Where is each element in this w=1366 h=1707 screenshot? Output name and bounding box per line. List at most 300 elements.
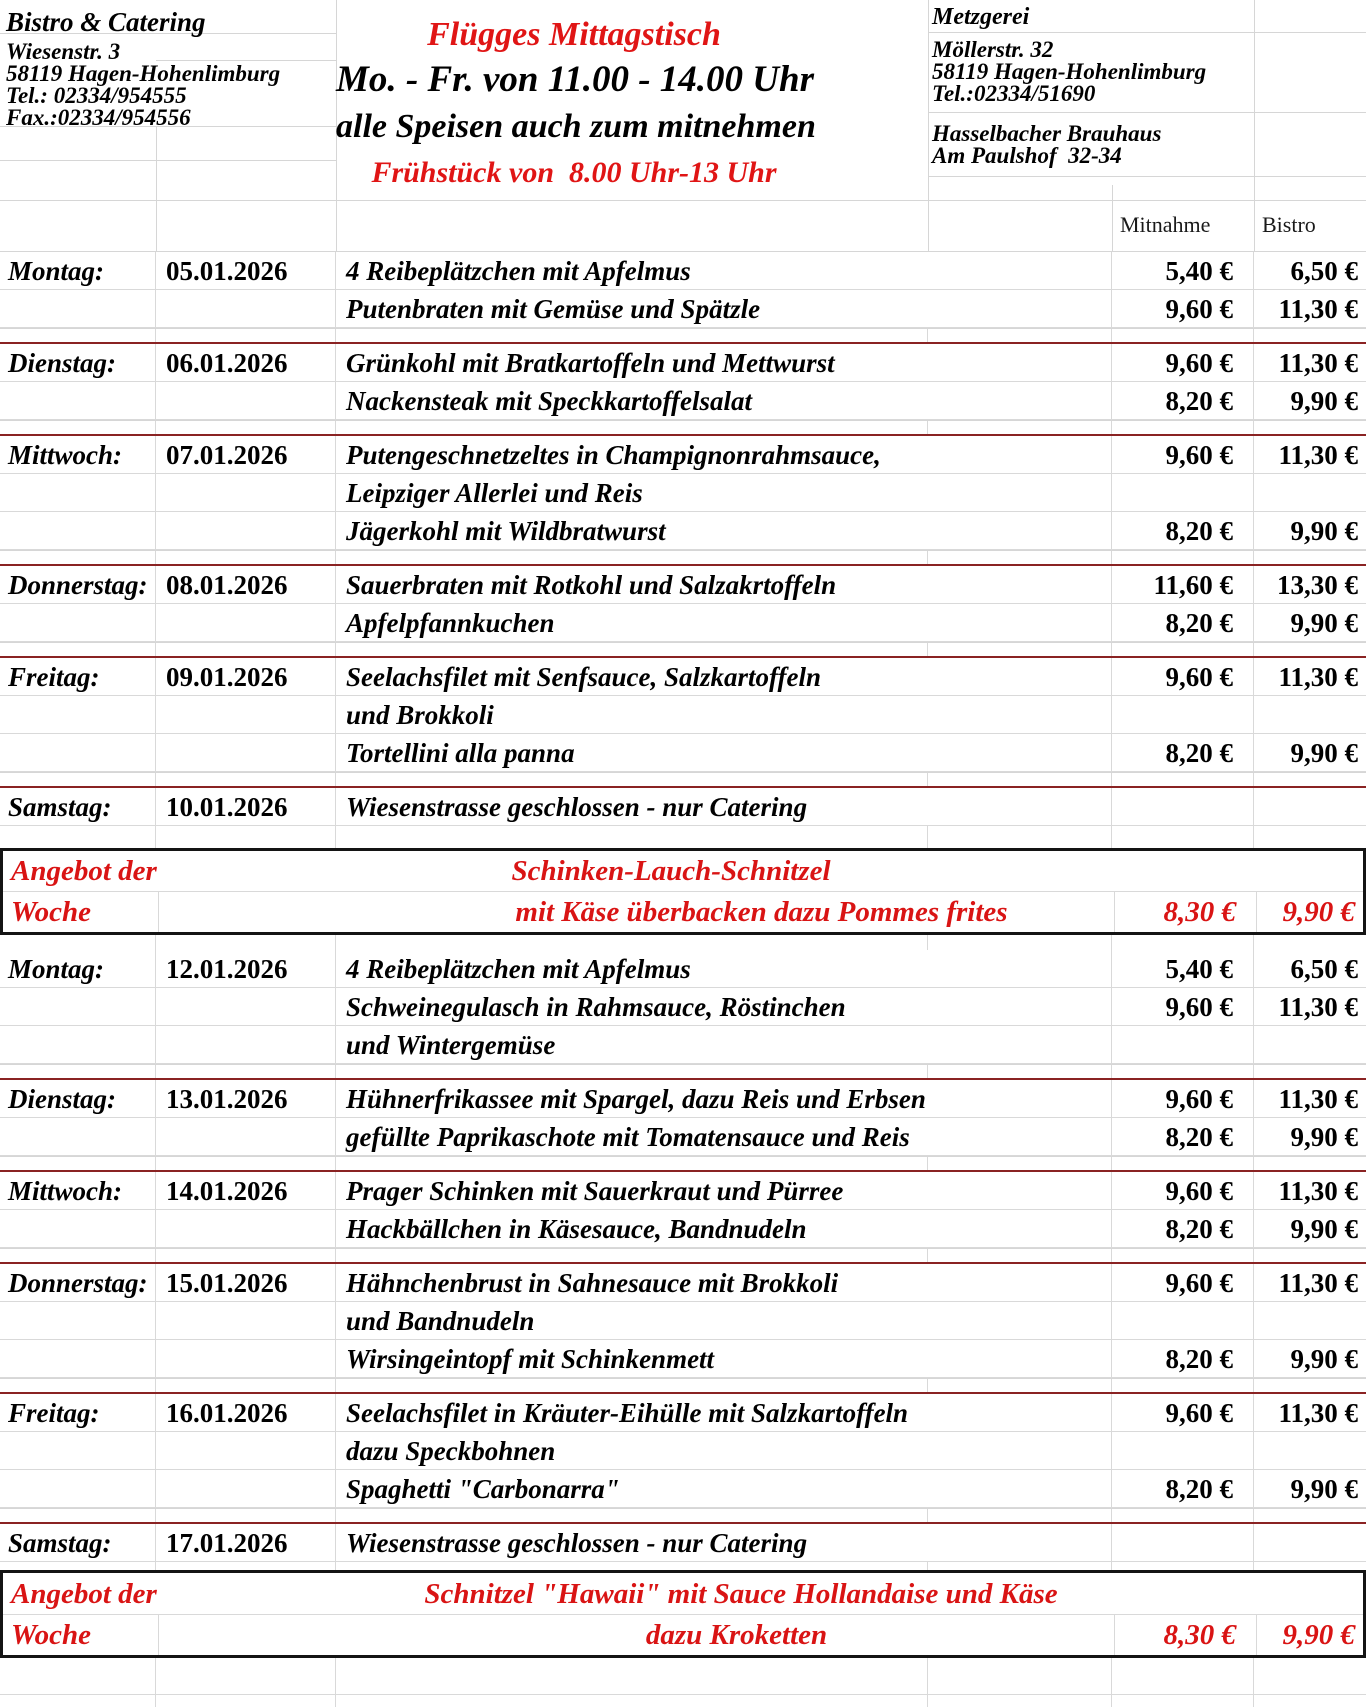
- empty-cell: [1254, 1509, 1366, 1522]
- date-cell: 16.01.2026: [156, 1394, 336, 1431]
- dish-cell: Putengeschnetzeltes in Champignonrahmsauce,: [336, 436, 1112, 473]
- empty-cell: [0, 421, 156, 434]
- menu-row: [0, 1026, 1366, 1064]
- price-mitnahme-cell: [1112, 1026, 1254, 1063]
- empty-cell: [336, 1065, 928, 1078]
- date-cell: 08.01.2026: [156, 566, 336, 603]
- day-cell: [0, 1026, 156, 1063]
- empty-cell: [1254, 826, 1366, 848]
- empty-cell: [156, 551, 336, 564]
- spacer-row: [0, 935, 1366, 950]
- price-mitnahme-cell: 9,60 €: [1112, 344, 1254, 381]
- dish-cell: Wirsingeintopf mit Schinkenmett: [336, 1340, 1112, 1377]
- date-cell: [156, 290, 336, 327]
- gridline-vertical: [1112, 185, 1113, 252]
- price-mitnahme-cell: 8,20 €: [1112, 604, 1254, 641]
- menu-row: [0, 788, 1366, 826]
- day-cell: Mittwoch:: [0, 436, 156, 473]
- offer-row: [3, 1615, 1363, 1656]
- date-cell: 06.01.2026: [156, 344, 336, 381]
- price-bistro-cell: 9,90 €: [1290, 738, 1358, 768]
- offer-price-mitnahme-cell: 8,30 €: [1115, 1615, 1257, 1656]
- empty-cell: [928, 551, 1112, 564]
- empty-cell: [0, 1065, 156, 1078]
- menu-row: [0, 1302, 1366, 1340]
- price-mitnahme-cell: 9,60 €: [1112, 988, 1254, 1025]
- offer-label-line2: Woche: [3, 892, 159, 932]
- date-cell: [156, 512, 336, 549]
- menu-row: [0, 436, 1366, 474]
- price-mitnahme-cell: 9,60 €: [1112, 1394, 1254, 1431]
- dish-cell: und Bandnudeln: [336, 1302, 1112, 1339]
- empty-cell: [1254, 643, 1366, 656]
- price-bistro-cell: [1254, 1524, 1366, 1561]
- day-cell: [0, 1210, 156, 1247]
- day-cell: [0, 1118, 156, 1155]
- menu-row: [0, 1432, 1366, 1470]
- empty-cell: [336, 421, 928, 434]
- empty-cell: [1112, 773, 1254, 786]
- empty-cell: [156, 1249, 336, 1262]
- offer-dish-line1: [159, 1573, 1363, 1614]
- empty-cell: [928, 826, 1112, 848]
- dish-cell: Nackensteak mit Speckkartoffelsalat: [336, 382, 1112, 419]
- gridline-vertical: [928, 0, 929, 252]
- empty-cell: [1112, 1065, 1254, 1078]
- date-cell: [156, 604, 336, 641]
- day-cell: [0, 604, 156, 641]
- empty-cell: [336, 1658, 928, 1694]
- gridline-vertical: [1254, 0, 1255, 252]
- empty-cell: [156, 643, 336, 656]
- empty-cell: [1112, 1562, 1254, 1570]
- empty-cell: [1254, 1065, 1366, 1078]
- empty-cell: [336, 1509, 928, 1522]
- empty-cell: [1254, 329, 1366, 342]
- day-cell: [0, 474, 156, 511]
- price-bistro-cell: 11,30 €: [1278, 348, 1358, 378]
- menu-row: [0, 344, 1366, 382]
- empty-cell: [928, 1695, 1112, 1707]
- dish-cell: Putenbraten mit Gemüse und Spätzle: [336, 290, 1112, 327]
- bistro-city: 58119 Hagen-Hohenlimburg: [6, 61, 281, 86]
- empty-cell: [0, 826, 156, 848]
- day-cell: [0, 290, 156, 327]
- day-cell: [0, 512, 156, 549]
- empty-cell: [336, 329, 928, 342]
- price-bistro-cell: 9,90 €: [1290, 516, 1358, 546]
- empty-cell: [1112, 1509, 1254, 1522]
- empty-cell: [1254, 1658, 1366, 1694]
- empty-cell: [928, 1562, 1112, 1570]
- dish-cell: 4 Reibeplätzchen mit Apfelmus: [336, 950, 1112, 987]
- empty-cell: [336, 773, 928, 786]
- dish-cell: Grünkohl mit Bratkartoffeln und Mettwurst: [336, 344, 1112, 381]
- column-header-bistro: Bistro: [1262, 212, 1316, 237]
- price-mitnahme-cell: 9,60 €: [1112, 658, 1254, 695]
- price-mitnahme-cell: 5,40 €: [1112, 950, 1254, 987]
- price-mitnahme-cell: 8,20 €: [1112, 734, 1254, 771]
- dish-cell: Sauerbraten mit Rotkohl und Salzakrtoffeln: [336, 566, 1112, 603]
- separator-row: [0, 772, 1366, 788]
- header-center: [336, 0, 816, 252]
- empty-cell: [156, 1065, 336, 1078]
- empty-cell: [1112, 1249, 1254, 1262]
- date-cell: [156, 474, 336, 511]
- gridline-horizontal: [0, 160, 336, 161]
- date-cell: 13.01.2026: [156, 1080, 336, 1117]
- offer-label-line2: Woche: [3, 1615, 159, 1656]
- offer-label-line1: Angebot der: [11, 1577, 157, 1610]
- offer-dish-line2-text: mit Käse überbacken dazu Pommes frites: [515, 896, 1008, 928]
- price-mitnahme-cell: 8,20 €: [1112, 1210, 1254, 1247]
- menu-row: [0, 734, 1366, 772]
- separator-row: [0, 642, 1366, 658]
- day-cell: Montag:: [0, 950, 156, 987]
- date-cell: 07.01.2026: [156, 436, 336, 473]
- offer-price-bistro-cell: 9,90 €: [1282, 896, 1355, 928]
- offer-row: [3, 1573, 1363, 1615]
- price-bistro-cell: 9,90 €: [1290, 386, 1358, 416]
- dish-cell: Tortellini alla panna: [336, 734, 1112, 771]
- offer-row: [3, 892, 1363, 932]
- empty-cell: [336, 1562, 928, 1570]
- empty-cell: [1254, 1562, 1366, 1570]
- offer-price-mitnahme-cell: 8,30 €: [1115, 892, 1257, 932]
- empty-cell: [0, 1658, 156, 1694]
- price-bistro-cell: 11,30 €: [1278, 294, 1358, 324]
- dish-cell: Leipziger Allerlei und Reis: [336, 474, 1112, 511]
- date-cell: 05.01.2026: [156, 252, 336, 289]
- price-mitnahme-cell: 11,60 €: [1112, 566, 1254, 603]
- weekly-offer-box: [0, 848, 1366, 935]
- price-mitnahme-cell: 9,60 €: [1112, 1080, 1254, 1117]
- dish-cell: Apfelpfannkuchen: [336, 604, 1112, 641]
- day-cell: [0, 1340, 156, 1377]
- day-cell: Donnerstag:: [0, 566, 156, 603]
- price-mitnahme-cell: 8,20 €: [1112, 1470, 1254, 1507]
- empty-cell: [336, 1379, 928, 1392]
- menu-row: [0, 566, 1366, 604]
- menu-row: [0, 604, 1366, 642]
- empty-cell: [928, 643, 1112, 656]
- price-mitnahme-cell: 9,60 €: [1112, 436, 1254, 473]
- separator-row: [0, 1064, 1366, 1080]
- date-cell: 10.01.2026: [156, 788, 336, 825]
- empty-cell: [0, 1509, 156, 1522]
- offer-dish-line1-text: Schnitzel "Hawaii" mit Sauce Hollandaise und Käse: [424, 1577, 1058, 1610]
- empty-cell: [336, 826, 928, 848]
- price-mitnahme-cell: [1112, 696, 1254, 733]
- empty-cell: [1112, 1658, 1254, 1694]
- empty-cell: [336, 643, 928, 656]
- offer-label-line1: Angebot der: [11, 855, 157, 887]
- weekly-offer-box: [0, 1570, 1366, 1658]
- dish-cell: Wiesenstrasse geschlossen - nur Catering: [336, 788, 1112, 825]
- menu-row: [0, 252, 1366, 290]
- day-cell: Samstag:: [0, 788, 156, 825]
- date-cell: 14.01.2026: [156, 1172, 336, 1209]
- price-bistro-cell: [1254, 788, 1366, 825]
- price-mitnahme-cell: 8,20 €: [1112, 382, 1254, 419]
- price-mitnahme-cell: [1112, 1432, 1254, 1469]
- empty-cell: [1112, 1157, 1254, 1170]
- day-cell: [0, 1432, 156, 1469]
- empty-cell: [1112, 551, 1254, 564]
- empty-cell: [0, 1695, 156, 1707]
- empty-cell: [1112, 329, 1254, 342]
- day-cell: [0, 1470, 156, 1507]
- separator-row: [0, 1248, 1366, 1264]
- empty-cell: [156, 421, 336, 434]
- empty-cell: [1254, 773, 1366, 786]
- day-cell: Dienstag:: [0, 1080, 156, 1117]
- empty-cell: [928, 1157, 1112, 1170]
- menu-row: [0, 1172, 1366, 1210]
- price-bistro-cell: 11,30 €: [1278, 1084, 1358, 1114]
- menu-row: [0, 1210, 1366, 1248]
- empty-cell: [336, 1695, 928, 1707]
- empty-cell: [156, 1509, 336, 1522]
- date-cell: [156, 734, 336, 771]
- empty-cell: [928, 1658, 1112, 1694]
- date-cell: [156, 1302, 336, 1339]
- price-bistro-cell: 9,90 €: [1290, 608, 1358, 638]
- date-cell: 17.01.2026: [156, 1524, 336, 1561]
- spacer-row: [0, 1658, 1366, 1695]
- date-cell: [156, 1026, 336, 1063]
- empty-cell: [1254, 421, 1366, 434]
- menu-row: [0, 382, 1366, 420]
- empty-cell: [1254, 935, 1366, 950]
- menu-row: [0, 950, 1366, 988]
- empty-cell: [1112, 826, 1254, 848]
- empty-cell: [1254, 1379, 1366, 1392]
- empty-cell: [156, 1379, 336, 1392]
- empty-cell: [0, 329, 156, 342]
- day-cell: [0, 988, 156, 1025]
- offer-price-bistro-cell: 9,90 €: [1282, 1619, 1355, 1651]
- menu-row: [0, 1394, 1366, 1432]
- empty-cell: [928, 1065, 1112, 1078]
- page-title: Flügges Mittagstisch: [427, 16, 721, 53]
- offer-dish-line1-text: Schinken-Lauch-Schnitzel: [511, 855, 831, 887]
- butcher-name: Metzgerei: [932, 4, 1030, 30]
- menu-table: [0, 252, 1366, 1707]
- opening-hours: Mo. - Fr. von 11.00 - 14.00 Uhr: [336, 59, 814, 100]
- price-bistro-cell: 6,50 €: [1290, 256, 1358, 286]
- bistro-street: Wiesenstr. 3: [6, 39, 121, 64]
- dish-cell: 4 Reibeplätzchen mit Apfelmus: [336, 252, 1112, 289]
- price-bistro-cell: 11,30 €: [1278, 1176, 1358, 1206]
- menu-row: [0, 1340, 1366, 1378]
- bistro-phone: Tel.: 02334/954555: [6, 83, 187, 108]
- price-mitnahme-cell: [1112, 788, 1254, 825]
- spacer-row: [0, 1695, 1366, 1707]
- empty-cell: [928, 1249, 1112, 1262]
- gridline-horizontal: [928, 32, 1366, 33]
- separator-row: [0, 420, 1366, 436]
- price-bistro-cell: [1254, 1432, 1366, 1469]
- price-bistro-cell: 11,30 €: [1278, 1268, 1358, 1298]
- empty-cell: [0, 643, 156, 656]
- empty-cell: [928, 1379, 1112, 1392]
- butcher-city: 58119 Hagen-Hohenlimburg: [932, 59, 1207, 84]
- date-cell: 15.01.2026: [156, 1264, 336, 1301]
- gridline-vertical: [156, 126, 157, 252]
- empty-cell: [336, 1249, 928, 1262]
- empty-cell: [156, 1695, 336, 1707]
- empty-cell: [1112, 643, 1254, 656]
- empty-cell: [0, 1379, 156, 1392]
- price-mitnahme-cell: 8,20 €: [1112, 1340, 1254, 1377]
- empty-cell: [1112, 935, 1254, 950]
- price-bistro-cell: 13,30 €: [1277, 570, 1358, 600]
- empty-cell: [156, 826, 336, 848]
- price-mitnahme-cell: [1112, 1524, 1254, 1561]
- dish-cell: und Wintergemüse: [336, 1026, 1112, 1063]
- dish-cell: Hühnerfrikassee mit Spargel, dazu Reis und Erbsen: [336, 1080, 1112, 1117]
- empty-cell: [0, 1157, 156, 1170]
- separator-row: [0, 550, 1366, 566]
- empty-cell: [0, 935, 156, 950]
- price-mitnahme-cell: [1112, 474, 1254, 511]
- day-cell: Montag:: [0, 252, 156, 289]
- day-cell: [0, 734, 156, 771]
- price-bistro-cell: [1254, 1302, 1366, 1339]
- dish-cell: Prager Schinken mit Sauerkraut und Pürree: [336, 1172, 1112, 1209]
- empty-cell: [928, 329, 1112, 342]
- price-mitnahme-cell: 5,40 €: [1112, 252, 1254, 289]
- price-bistro-cell: 11,30 €: [1278, 1398, 1358, 1428]
- dish-cell: Spaghetti "Carbonarra": [336, 1470, 1112, 1507]
- separator-row: [0, 328, 1366, 344]
- menu-row: [0, 290, 1366, 328]
- dish-cell: Schweinegulasch in Rahmsauce, Röstinchen: [336, 988, 1112, 1025]
- price-bistro-cell: [1254, 474, 1366, 511]
- day-cell: Freitag:: [0, 658, 156, 695]
- price-bistro-cell: 6,50 €: [1290, 954, 1358, 984]
- price-mitnahme-cell: [1112, 1302, 1254, 1339]
- day-cell: [0, 696, 156, 733]
- column-header-mitnahme: Mitnahme: [1120, 212, 1211, 237]
- dish-cell: und Brokkoli: [336, 696, 1112, 733]
- day-cell: Mittwoch:: [0, 1172, 156, 1209]
- empty-cell: [156, 329, 336, 342]
- date-cell: 09.01.2026: [156, 658, 336, 695]
- date-cell: [156, 1210, 336, 1247]
- empty-cell: [1254, 1249, 1366, 1262]
- price-mitnahme-cell: 8,20 €: [1112, 512, 1254, 549]
- gridline-horizontal: [928, 176, 1366, 177]
- price-mitnahme-cell: 9,60 €: [1112, 1172, 1254, 1209]
- empty-cell: [156, 1658, 336, 1694]
- bistro-name: Bistro & Catering: [6, 7, 206, 37]
- empty-cell: [1254, 551, 1366, 564]
- empty-cell: [0, 773, 156, 786]
- day-cell: Dienstag:: [0, 344, 156, 381]
- price-mitnahme-cell: 9,60 €: [1112, 1264, 1254, 1301]
- offer-dish-line1: [159, 851, 1363, 891]
- menu-row: [0, 696, 1366, 734]
- empty-cell: [928, 935, 1112, 950]
- bistro-fax: Fax.:02334/954556: [6, 105, 191, 130]
- menu-row: [0, 1118, 1366, 1156]
- dish-cell: dazu Speckbohnen: [336, 1432, 1112, 1469]
- empty-cell: [156, 1562, 336, 1570]
- price-bistro-cell: 9,90 €: [1290, 1122, 1358, 1152]
- date-cell: [156, 382, 336, 419]
- date-cell: [156, 1432, 336, 1469]
- breakfast-hours: Frühstück von 8.00 Uhr-13 Uhr: [371, 156, 777, 189]
- price-bistro-cell: 9,90 €: [1290, 1344, 1358, 1374]
- price-bistro-cell: 11,30 €: [1278, 440, 1358, 470]
- butcher-phone: Tel.:02334/51690: [932, 81, 1096, 106]
- offer-dish-line2: [159, 1615, 1115, 1656]
- dish-cell: Jägerkohl mit Wildbratwurst: [336, 512, 1112, 549]
- empty-cell: [1254, 1157, 1366, 1170]
- offer-row: [3, 851, 1363, 892]
- separator-row: [0, 1378, 1366, 1394]
- empty-cell: [0, 1562, 156, 1570]
- price-bistro-cell: 9,90 €: [1290, 1214, 1358, 1244]
- menu-row: [0, 1524, 1366, 1562]
- butcher-street: Möllerstr. 32: [932, 37, 1054, 62]
- date-cell: 12.01.2026: [156, 950, 336, 987]
- offer-dish-line2-text: dazu Kroketten: [645, 1619, 828, 1651]
- spacer-row: [0, 1562, 1366, 1570]
- empty-cell: [1112, 421, 1254, 434]
- brauhaus-name: Hasselbacher Brauhaus: [932, 121, 1162, 146]
- day-cell: [0, 382, 156, 419]
- menu-row: [0, 1264, 1366, 1302]
- takeaway-note: alle Speisen auch zum mitnehmen: [336, 108, 816, 145]
- date-cell: [156, 1118, 336, 1155]
- separator-row: [0, 1508, 1366, 1524]
- empty-cell: [156, 773, 336, 786]
- empty-cell: [928, 421, 1112, 434]
- price-bistro-cell: 11,30 €: [1278, 662, 1358, 692]
- dish-cell: Wiesenstrasse geschlossen - nur Catering: [336, 1524, 1112, 1561]
- day-cell: [0, 1302, 156, 1339]
- empty-cell: [1254, 1695, 1366, 1707]
- date-cell: [156, 1470, 336, 1507]
- date-cell: [156, 988, 336, 1025]
- empty-cell: [0, 1249, 156, 1262]
- empty-cell: [156, 935, 336, 950]
- offer-dish-line2: [159, 892, 1115, 932]
- dish-cell: Hähnchenbrust in Sahnesauce mit Brokkoli: [336, 1264, 1112, 1301]
- menu-row: [0, 988, 1366, 1026]
- spacer-row: [0, 826, 1366, 848]
- dish-cell: Seelachsfilet mit Senfsauce, Salzkartoffeln: [336, 658, 1112, 695]
- date-cell: [156, 696, 336, 733]
- empty-cell: [1112, 1379, 1254, 1392]
- header: [0, 0, 1366, 252]
- separator-row: [0, 1156, 1366, 1172]
- empty-cell: [0, 551, 156, 564]
- price-bistro-cell: 9,90 €: [1290, 1474, 1358, 1504]
- menu-row: [0, 474, 1366, 512]
- day-cell: Donnerstag:: [0, 1264, 156, 1301]
- date-cell: [156, 1340, 336, 1377]
- empty-cell: [336, 1157, 928, 1170]
- empty-cell: [336, 551, 928, 564]
- day-cell: Samstag:: [0, 1524, 156, 1561]
- dish-cell: Seelachsfilet in Kräuter-Eihülle mit Salzkartoffeln: [336, 1394, 1112, 1431]
- price-bistro-cell: [1254, 1026, 1366, 1063]
- day-cell: Freitag:: [0, 1394, 156, 1431]
